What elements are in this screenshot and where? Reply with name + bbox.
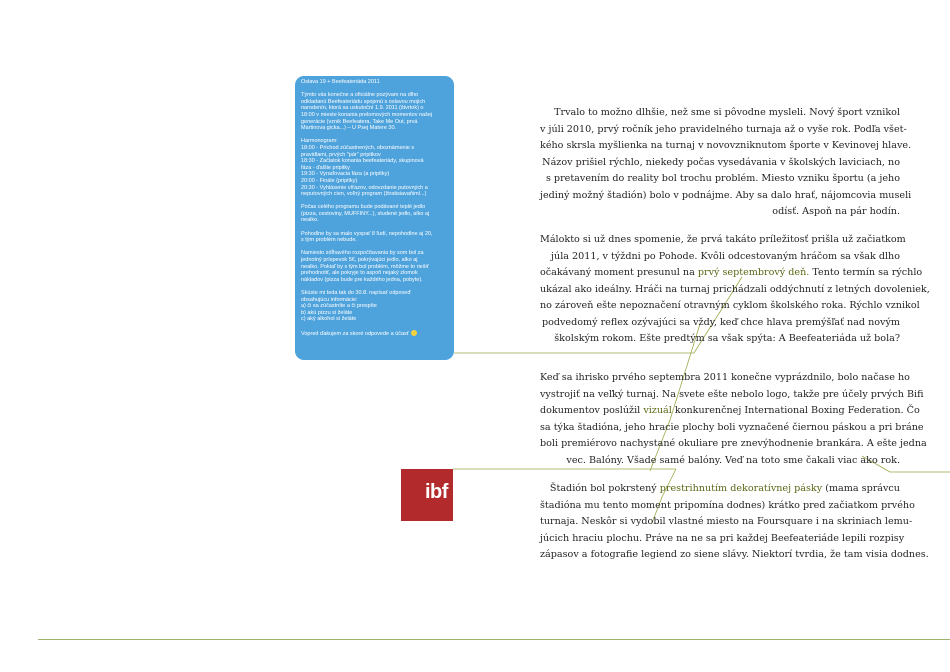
paragraph-2: Málokto si už dnes spomenie, že prvá takáto príležitosť prišla už začiatkom júla 2011, v týždni po Pohode. Kvôli odcestovaným hráčom sa však dlho očakávaný moment presunul na prvý septembrový deň. Tento termín sa rýchlo ukázal ako ideálny. Hráči na turnaj prichádzali oddýchnutí z letných dovoleniek, no zároveň ešte nepoznačení otravným cyklom školského roka. Rýchlo vznikol podvedomý reflex ozývajúci sa vždy, keď chce hlava premýšľať nad novým školským rokom. Ešte predtým sa však spýta: A Beefeateriáda už bola? bbox=[540, 234, 930, 344]
note-closing: Vopred ďakujem za skoré odpovede a účasť bbox=[301, 330, 449, 338]
highlight-visual: vizuál bbox=[643, 405, 672, 416]
paragraph-4: Štadión bol pokrstený prestrihnutím dekoratívnej pásky (mama správcu štadióna mu tento moment pripomína dodnes) krátko pred začiatkom prvého turnaja. Neskôr si vydobil vlastné miesto na Foursquare i na skriniach lemu- júcich hraciu plochu. Práve na ne sa pri každej Beefeateriáde lepili rozpisy zápasov a fotografie legiend zo siene slávy. Niektorí tvrdia, že tam visia dodnes. bbox=[540, 483, 929, 560]
note-sleeping: Pohodlne by sa malo vyspať 8 ľudí, nepohodlne aj 20, s tým problém nebude. bbox=[301, 230, 433, 244]
bottom-divider bbox=[38, 639, 950, 640]
note-food: Počas celého programu bude podávané teplé jedlo (pizza, cestoviny, MUFFINY...), studené jedlo, alko aj nealko. bbox=[301, 204, 430, 224]
highlight-ribbon-cutting: prestrihnutím dekoratívnej pásky bbox=[659, 483, 823, 494]
ibf-logo: ibf bbox=[401, 469, 453, 521]
note-title: Oslava 19 + Beefeateriáda 2011 bbox=[301, 79, 380, 85]
note-budget: Namiesto zdĺhavého rozpočítavania by som bol za jednotný príspevok 5€, pokrývajúci jedlo, alko aj nealko. Pokiaľ by s tým bol problém, môžme to riešiť prehodnotiť, ale pokryje to aspoň nejaký zlomok nákladov (pizza bude pre každého jedna, pobyte). bbox=[301, 250, 429, 283]
note-rsvp: Skúste mi teda tak do 30.8. napísať odpoveď obsahujúcu informácie: a) či sa zúčastníte a či prespíte b) akú pizzu si želáte c) aký alkohol si želáte bbox=[301, 290, 411, 323]
note-harmonogram: Harmonogram: 18:00 - Príchod zúčastnených, oboznámenie s pravidlami, prvých "pár" pripitkov 18:30 - Začiatok konania beefeateriády, skupinová fáza - ďalšie pripitky 19:30 - Vyraďovacia fáza (a pripitky) 20:00 - Finále (pripitky) 20:30 - Vyhlásenie víťazov, odovzdanie putovných a neputovných cien, voľný program (žiratisiavaňiml...) bbox=[301, 138, 428, 198]
highlight-first-september: prvý septembrový deň. bbox=[697, 267, 810, 278]
paragraph-1: Trvalo to možno dlhšie, než sme si pôvodne mysleli. Nový šport vznikol v júli 2010, prvý ročník jeho pravidelného turnaja až o vyše rok. Podľa všet- kého skrsla myšlienka na turnaj v novovzniknutom športe v Kevinovej hlave. Názov prišiel rýchlo, niekedy počas vysedávania v školských laviciach, no s pretavením do reality bol trochu problém. Miesto vzniku športu (a jeho jediný možný štadión) bolo v podnájme. Aby sa dalo hrať, nájomcovia museli odísť. Aspoň na pár hodín. bbox=[540, 107, 912, 217]
paragraph-3: Keď sa ihrisko prvého septembra 2011 konečne vyprázdnilo, bolo načase ho vystrojiť na veľký turnaj. Na svete ešte nebolo logo, takže pre účely prvých Bifi dokumentov poslúžil vizuál konkurenčnej International Boxing Federation. Čo sa týka štadióna, jeho hracie plochy boli vyznačené čiernou páskou a pri bráne boli premiérovo nachystané okuliare pre znevýhodnenie brankára. A ešte jedna vec. Balóny. Všade samé balóny. Veď na toto sme čakali viac ako rok. bbox=[540, 372, 927, 466]
note-intro: Týmto vás konečne a oficiálne pozývam na dlho odkladanú Beefeateriádu spojenú s oslavou mojich narodenín, ktorá sa uskutoční 1.9. 2011 (štvrtok) o 18:00 v mieste konania prelomových momentov našej generácie (vznik Beefeatera, Take Me Out, prvá Martinova gicka...) – U Psej Matere 30. bbox=[301, 92, 433, 132]
